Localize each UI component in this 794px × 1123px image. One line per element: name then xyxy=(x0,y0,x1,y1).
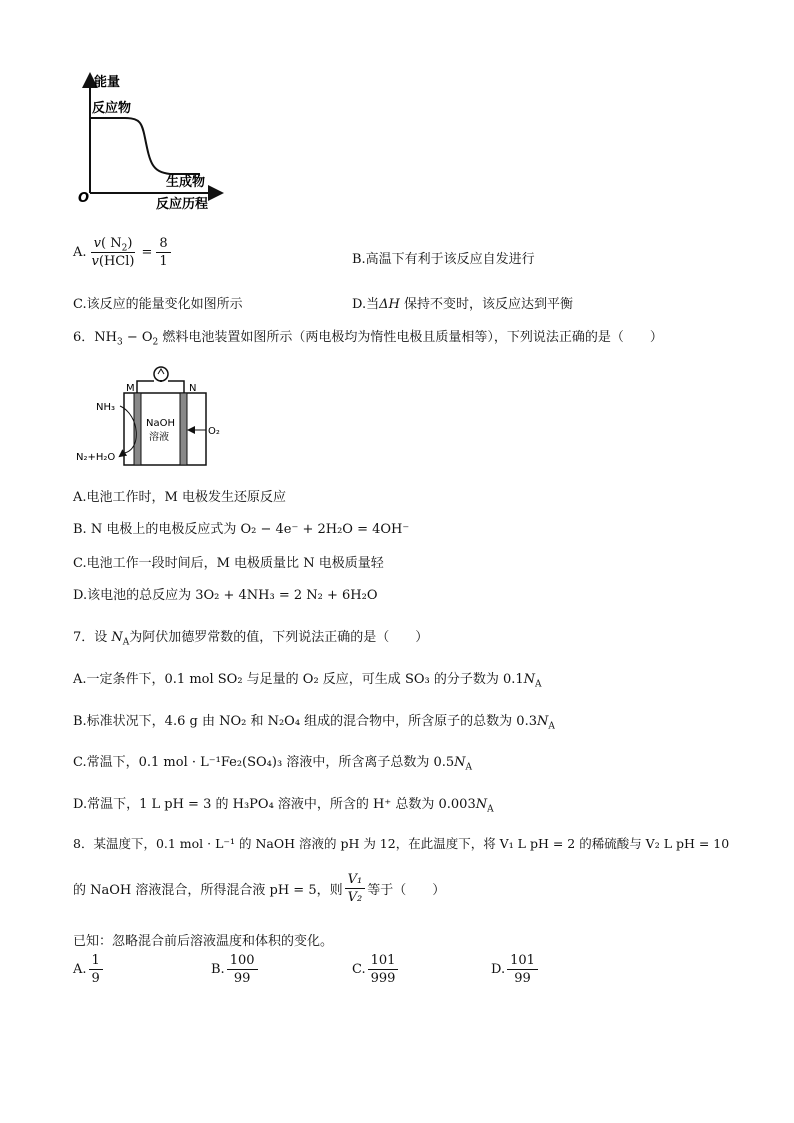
q8-stem-line2: 的 NaOH 溶液混合，所得混合液 pH = 5，则 $\frac{\text{V₁}}{\text{V₂}}$ 等于（ ） xyxy=(73,872,446,905)
q5-option-d: D.当ΔH 保持不变时，该反应达到平衡 xyxy=(352,297,573,312)
n2h2o-label: N₂+H₂O xyxy=(76,452,116,463)
nh3-label: NH₃ xyxy=(96,402,116,413)
energy-diagram xyxy=(70,68,230,216)
electrode-m-label: M xyxy=(126,383,135,394)
q8-option-a: A. $\frac{1}{9}$ xyxy=(73,953,105,986)
q8-stem-line1: 8．某温度下，0.1 mol · L⁻¹ 的 NaOH 溶液的 pH 为 12，在此温度下，将 V₁ L pH = 2 的稀硫酸与 V₂ L pH = 10 xyxy=(73,836,730,851)
q8-note: 已知：忽略混合前后溶液温度和体积的变化。 xyxy=(73,934,334,949)
q5-option-c: C.该反应的能量变化如图所示 xyxy=(73,297,243,312)
q6-option-a: A.电池工作时，M 电极发生还原反应 xyxy=(73,490,286,505)
electrolyte-label: NaOH xyxy=(146,418,175,429)
electrolyte-solution-label: 溶液 xyxy=(149,432,169,443)
q6-option-d: D.该电池的总反应为 3O₂ + 4NH₃ = 2 N₂ + 6H₂O xyxy=(73,588,378,603)
q8-option-d: D. $\frac{101}{99}$ xyxy=(491,953,540,986)
fuel-cell-diagram xyxy=(74,360,224,470)
q7-option-d: D.常温下，1 L pH = 3 的 H₃PO₄ 溶液中，所含的 H⁺ 总数为 $0.003N_A$ xyxy=(73,797,494,815)
q7-stem: 7．设 $N_A$为阿伏加德罗常数的值，下列说法正确的是（ ） xyxy=(73,630,429,648)
product-label: 生成物 xyxy=(166,175,206,190)
q7-option-a: A.一定条件下，0.1 mol SO₂ 与足量的 O₂ 反应，可生成 SO₃ 的分子数为 $0.1N_A$ xyxy=(73,672,542,690)
external-wire xyxy=(137,381,184,393)
q7-option-b: B.标准状况下，4.6 g 由 NO₂ 和 N₂O₄ 组成的混合物中，所含原子的总数为 $0.3N_A$ xyxy=(73,714,555,732)
q8-option-b: B. $\frac{100}{99}$ xyxy=(211,953,260,986)
electrode-m xyxy=(134,393,141,465)
q8-option-c: C. $\frac{101}{999}$ xyxy=(352,953,400,986)
energy-x-label: 反应历程 xyxy=(156,197,209,212)
origin-label: O xyxy=(78,191,90,206)
q6-option-c: C.电池工作一段时间后，M 电极质量比 N 电极质量轻 xyxy=(73,556,384,571)
electrode-n xyxy=(180,393,187,465)
q5-option-a: A. $\frac{v( N_2)}{\text{v(HCl)}}$ = $\frac{8}{1}$ xyxy=(73,236,173,269)
q5-option-b: B.高温下有利于该反应自发进行 xyxy=(352,252,535,267)
reactant-label: 反应物 xyxy=(92,101,132,116)
electrode-n-label: N xyxy=(189,383,197,394)
energy-curve xyxy=(90,118,200,174)
q6-stem: 6．$NH_3 - O_2$ 燃料电池装置如图所示（两电极均为惰性电极且质量相等），下列说法正确的是（ ） xyxy=(73,330,663,348)
o2-label: O₂ xyxy=(208,426,220,437)
q7-option-c: C.常温下，0.1 mol · L⁻¹Fe₂(SO₄)₃ 溶液中，所含离子总数为 $0.5N_A$ xyxy=(73,755,472,773)
energy-y-label: 能量 xyxy=(94,75,121,90)
q6-option-b: B. N 电极上的电极反应式为 O₂ − 4e⁻ + 2H₂O = 4OH⁻ xyxy=(73,522,410,537)
